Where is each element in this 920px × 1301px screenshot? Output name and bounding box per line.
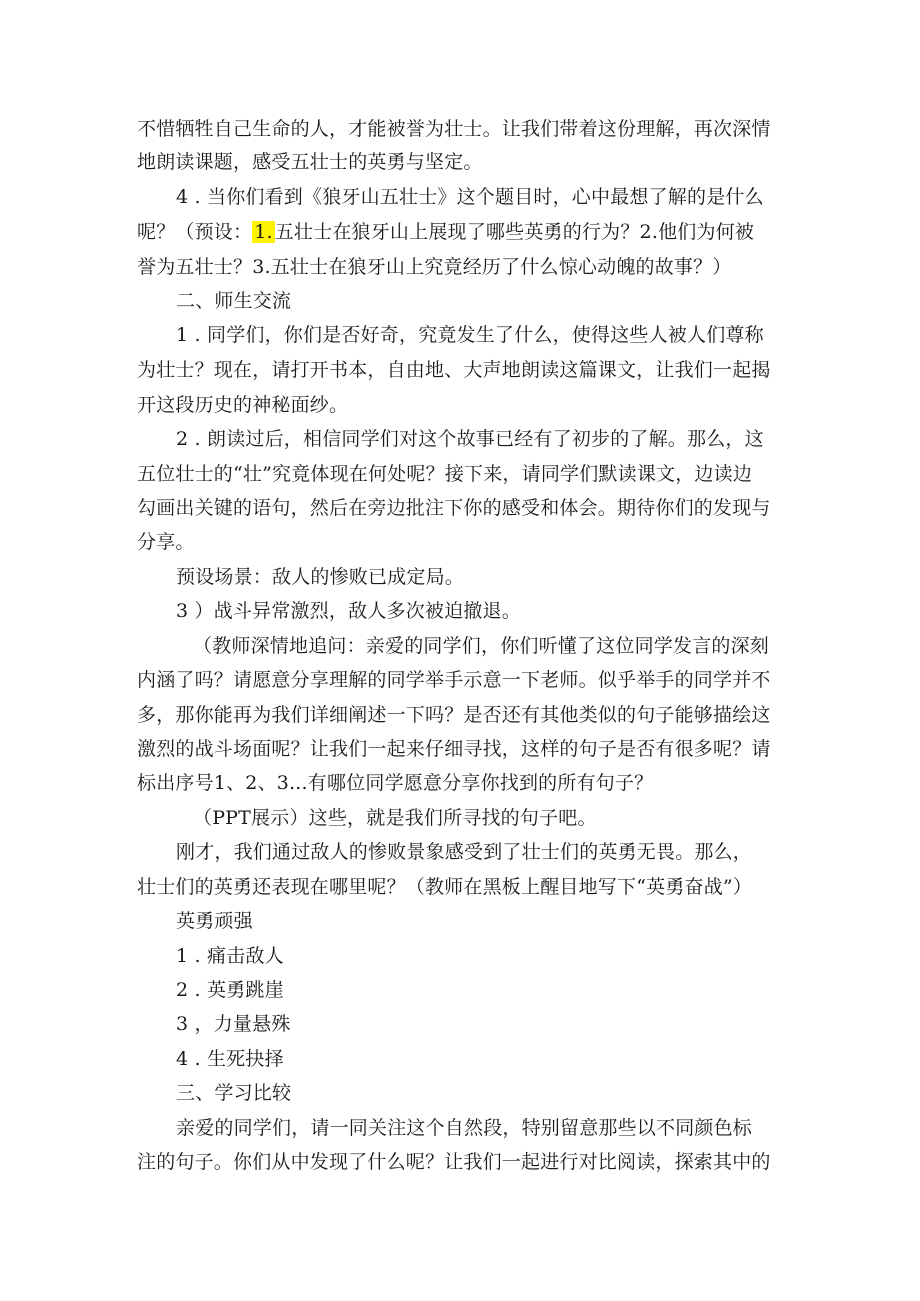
paragraph-line: （教师深情地追问：亲爱的同学们，你们听懂了这位同学发言的深刻 — [193, 635, 770, 657]
paragraph-line: 分享。 — [137, 531, 195, 553]
line-text-before: 呢？（预设： — [137, 221, 253, 243]
paragraph-line: 誉为五壮士？3.五壮士在狼牙山上究竟经历了什么惊心动魄的故事？） — [137, 256, 732, 278]
list-item: 4 . 生死抉择 — [176, 1048, 284, 1070]
paragraph-line: （PPT展示）这些，就是我们所寻找的句子吧。 — [193, 807, 597, 829]
paragraph-line: 内涵了吗？请愿意分享理解的同学举手示意一下老师。似乎举手的同学并不 — [137, 669, 771, 691]
list-item: 1 . 痛击敌人 — [176, 945, 284, 967]
list-item: 2 . 英勇跳崖 — [176, 979, 284, 1001]
paragraph-line: 勾画出关键的语句，然后在旁边批注下你的感受和体会。期待你们的发现与 — [137, 497, 771, 519]
paragraph-line-with-highlight — [137, 219, 754, 245]
paragraph-line: 壮士们的英勇还表现在哪里呢？（教师在黑板上醒目地写下“英勇奋战”） — [137, 876, 753, 898]
paragraph-line: 1 . 同学们，你们是否好奇，究竟发生了什么，使得这些人被人们尊称 — [176, 324, 764, 346]
highlighted-number: 1. — [254, 221, 273, 243]
paragraph-line: 开这段历史的神秘面纱。 — [137, 394, 349, 416]
paragraph-line: 不惜牺牲自己生命的人，才能被誉为壮士。让我们带着这份理解，再次深情 — [137, 118, 771, 140]
paragraph-line: 注的句子。你们从中发现了什么呢？让我们一起进行对比阅读，探索其中的 — [137, 1151, 771, 1173]
section-heading: 二、师生交流 — [176, 290, 292, 312]
paragraph-line: 标出序号1、2、3...有哪位同学愿意分享你找到的所有句子？ — [137, 772, 654, 794]
paragraph-line: 刚才，我们通过敌人的惨败景象感受到了壮士们的英勇无畏。那么， — [176, 841, 753, 863]
paragraph-line: 预设场景：敌人的惨败已成定局。 — [176, 566, 465, 588]
paragraph-line: 五位壮士的“壮”究竟体现在何处呢？接下来，请同学们默读课文，边读边 — [137, 463, 753, 485]
paragraph-line: 多，那你能再为我们详细阐述一下吗？是否还有其他类似的句子能够描绘这 — [137, 704, 771, 726]
paragraph-line: 为壮士？现在，请打开书本，自由地、大声地朗读这篇课文，让我们一起揭 — [137, 359, 771, 381]
paragraph-line: 2 . 朗读过后，相信同学们对这个故事已经有了初步的了解。那么，这 — [176, 428, 764, 450]
section-heading: 三、学习比较 — [176, 1082, 292, 1104]
paragraph-line: 4 . 当你们看到《狼牙山五壮士》这个题目时，心中最想了解的是什么 — [176, 186, 764, 208]
line-text-after: 五壮士在狼牙山上展现了哪些英勇的行为？2.他们为何被 — [274, 221, 755, 243]
paragraph-line: 激烈的战斗场面呢？让我们一起来仔细寻找，这样的句子是否有很多呢？请 — [137, 738, 771, 760]
list-item: 3 ，力量悬殊 — [176, 1013, 291, 1035]
paragraph-line: 地朗读课题，感受五壮士的英勇与坚定。 — [137, 151, 483, 173]
paragraph-line: 亲爱的同学们，请一同关注这个自然段，特别留意那些以不同颜色标 — [176, 1117, 753, 1139]
paragraph-line: 3 ）战斗异常激烈，敌人多次被迫撤退。 — [176, 600, 521, 622]
list-heading: 英勇顽强 — [176, 910, 253, 932]
